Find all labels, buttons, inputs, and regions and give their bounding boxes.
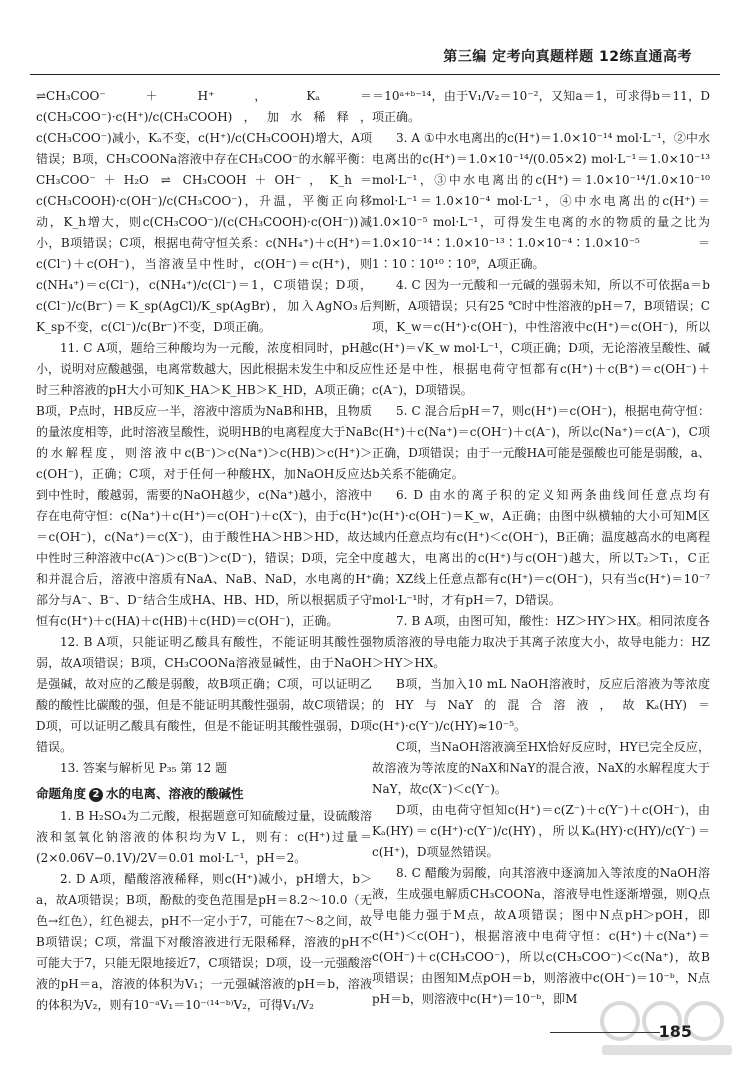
header-title: 第三编 定考向真题样题 12练直通高考 bbox=[443, 49, 692, 65]
answer-2: 2. D A项，醋酸溶液稀释，则c(H⁺)减小，pH增大，b＞a，故A项错误；B项，酚酞的变色范围是pH＝8.2～10.0（无色→红色），红色褪去，pH不一定小于7，可能在7～8之间，故B项错误；C项，常温下对酸溶液进行无限稀释，溶液的pH不可能大于7，只能无限地接近7，C项错误；D项，设一元强酸溶液的pH＝a，溶液的体积为V₁；一元强碱溶液的pH＝b，溶液的体积为V₂，则有10⁻ᵃV₁＝10⁻⁽¹⁴⁻ᵇ⁾V₂，可得V₁/V₂ bbox=[36, 872, 372, 1012]
answer-5: 5. C 混合后pH＝7，则c(H⁺)＝c(OH⁻)，根据电荷守恒：c(H⁺)＋c(Na⁺)＝c(OH⁻)＋c(A⁻)，所以c(Na⁺)＝c(A⁻)，C项正确，D项错误；由于一元酸HA可能是强酸也可能是弱酸，a、b关系不能确定。 bbox=[372, 404, 710, 481]
answer-4: 4. C 因为一元酸和一元碱的强弱未知，所以不可依据a＝b判断，A项错误；只有25 ℃时中性溶液的pH＝7，B项错误；C项，K_w＝c(H⁺)·c(OH⁻)，中性溶液中c(H⁺)＝c(OH⁻)，所以c(H⁺)＝√K_w mol·L⁻¹，C项正确；D项，无论溶液呈酸性、碱性还是中性，根据电荷守恒都有c(H⁺)＋c(B⁺)＝c(OH⁻)＋c(A⁻)，D项错误。 bbox=[372, 278, 710, 397]
paragraph: ＝10ᵃ⁺ᵇ⁻¹⁴，由于V₁/V₂＝10⁻²，又知a＝1，可求得b＝11，D项正确。 bbox=[372, 89, 710, 124]
page-number: 185 bbox=[658, 1022, 692, 1041]
section-heading bbox=[36, 783, 372, 804]
left-column bbox=[36, 86, 372, 1016]
section-prefix: 命题角度 bbox=[36, 786, 87, 801]
answer-13: 13. 答案与解析见 P₃₅ 第 12 题 bbox=[60, 761, 228, 775]
answer-7: 7. B A项，由图可知，酸性：HZ＞HY＞HX。相同浓度各物质溶液的导电能力取决于其离子浓度大小，故导电能力：HZ＞HY＞HX。 bbox=[372, 614, 710, 670]
answer-8: 8. C 醋酸为弱酸，向其溶液中逐滴加入等浓度的NaOH溶液，生成强电解质CH₃COONa，溶液导电性逐渐增强，则Q点导电能力强于M点，故A项错误；图中N点pH＞pOH，即c(H⁺)＜c(OH⁻)，根据溶液中电荷守恒：c(H⁺)＋c(Na⁺)＝c(OH⁻)＋c(CH₃COO⁻)，所以c(CH₃COO⁻)＜c(Na⁺)，故B项错误；由图知M点pOH＝b，则溶液中c(OH⁻)＝10⁻ᵇ，N点pH＝b，则溶液中c(H⁺)＝10⁻ᵇ，即M bbox=[372, 866, 710, 1006]
section-title: 水的电离、溶液的酸碱性 bbox=[106, 786, 244, 801]
answer-7-c: C项，当NaOH溶液滴至HX恰好反应时，HY已完全反应，故溶液为等浓度的NaX和NaY的混合液，NaX的水解程度大于NaY，故c(X⁻)＜c(Y⁻)。 bbox=[372, 740, 710, 796]
answer-12: 12. B A项，只能证明乙酸具有酸性，不能证明其酸性强弱，故A项错误；B项，CH₃COONa溶液显碱性，由于NaOH是强碱，故对应的乙酸是弱酸，故B项正确；C项，可以证明乙酸的酸性比碳酸的强，但是不能证明其酸性强弱，故C项错误；D项，可以证明乙酸具有酸性，但是不能证明其酸性强弱，D项错误。 bbox=[36, 635, 372, 754]
paragraph: ⇌CH₃COO⁻＋H⁺，Kₐ＝c(CH₃COO⁻)·c(H⁺)/c(CH₃COOH)，加水稀释，c(CH₃COO⁻)减小，Kₐ不变，c(H⁺)/c(CH₃COOH)增大，A项错误；B项，CH₃COONa溶液中存在CH₃COO⁻的水解平衡：CH₃COO⁻＋H₂O ⇌ CH₃COOH＋OH⁻，K_h＝c(CH₃COOH)·c(OH⁻)/c(CH₃COO⁻)，升温，平衡正向移动，K_h增大，则c(CH₃COO⁻)/(c(CH₃COOH)·c(OH⁻))减小，B项错误；C项，根据电荷守恒关系：c(NH₄⁺)＋c(H⁺)＝c(Cl⁻)＋c(OH⁻)，当溶液呈中性时，c(OH⁻)＝c(H⁺)，则c(NH₄⁺)＝c(Cl⁻)，c(NH₄⁺)/c(Cl⁻)＝1，C项错误；D项，c(Cl⁻)/c(Br⁻)＝K_sp(AgCl)/K_sp(AgBr)，加入AgNO₃后K_sp不变，c(Cl⁻)/c(Br⁻)不变，D项正确。 bbox=[36, 89, 372, 334]
answer-1: 1. B H₂SO₄为二元酸，根据题意可知硫酸过量，设硫酸溶液和氢氧化钠溶液的体积均为V L，则有：c(H⁺)过量＝(2×0.06V−0.1V)/2V＝0.01 mol·L⁻¹，pH＝2。 bbox=[36, 809, 372, 865]
answer-3: 3. A ①中水电离出的c(H⁺)＝1.0×10⁻¹⁴ mol·L⁻¹，②中水电离出的c(H⁺)＝1.0×10⁻¹⁴/(0.05×2) mol·L⁻¹＝1.0×10⁻¹³ mol·L⁻¹，③中水电离出的c(H⁺)＝1.0×10⁻¹⁴/1.0×10⁻¹⁰ mol·L⁻¹＝1.0×10⁻⁴ mol·L⁻¹，④中水电离出的c(H⁺)＝1.0×10⁻⁵ mol·L⁻¹，可得发生电离的水的物质的量之比为1.0×10⁻¹⁴∶1.0×10⁻¹³∶1.0×10⁻⁴∶1.0×10⁻⁵＝1∶10∶10¹⁰∶10⁹，A项正确。 bbox=[372, 131, 710, 271]
answer-11: 11. C A项，题给三种酸均为一元酸，浓度相同时，pH越小，说明对应酸越强，电离常数越大，因此根据未发生中和反应时三种溶液的pH大小可知K_HA＞K_HB＞K_HD，A项正确；B项，P点时，HB反应一半，溶液中溶质为NaB和HB，且物质的量浓度相等，此时溶液呈酸性，说明HB的电离程度大于NaB的水解程度，则溶液中c(B⁻)＞c(Na⁺)＞c(HB)＞c(H⁺)＞c(OH⁻)，正确；C项，对于任何一种酸HX，加NaOH反应达到中性时，酸越弱，需要的NaOH越少，c(Na⁺)越小，溶液中存在电荷守恒：c(Na⁺)＋c(H⁺)＝c(OH⁻)＋c(X⁻)，由于c(H⁺)＝c(OH⁻)，c(Na⁺)＝c(X⁻)，由于酸性HA＞HB＞HD，故达中性时三种溶液中c(A⁻)＞c(B⁻)＞c(D⁻)，错误；D项，完全中和并混合后，溶液中溶质有NaA、NaB、NaD，水电离的H⁺部分与A⁻、B⁻、D⁻结合生成HA、HB、HD，所以根据质子守恒有c(H⁺)＋c(HA)＋c(HB)＋c(HD)＝c(OH⁻)，正确。 bbox=[36, 341, 373, 628]
page-header bbox=[0, 0, 750, 72]
answer-6: 6. D 由水的离子积的定义知两条曲线间任意点均有c(H⁺)·c(OH⁻)＝K_w，A正确；由图中纵横轴的大小可知M区域内任意点均有c(H⁺)＜c(OH⁻)，B正确；温度越高水的电离程度越大，电离出的c(H⁺)与c(OH⁻)越大，所以T₂＞T₁，C正确；XZ线上任意点都有c(H⁺)＝c(OH⁻)，只有当c(H⁺)＝10⁻⁷ mol·L⁻¹时，才有pH＝7，D错误。 bbox=[372, 488, 710, 607]
header-divider bbox=[30, 74, 720, 75]
right-column bbox=[372, 86, 710, 1010]
watermark-logo bbox=[592, 995, 742, 1061]
answer-7-b: B项，当加入10 mL NaOH溶液时，反应后溶液为等浓度的HY与NaY的混合溶液，故Kₐ(HY)＝c(H⁺)·c(Y⁻)/c(HY)≈10⁻⁵。 bbox=[372, 677, 710, 733]
answer-7-d: D项，由电荷守恒知c(H⁺)＝c(Z⁻)＋c(Y⁻)＋c(OH⁻)，由Kₐ(HY)＝c(H⁺)·c(Y⁻)/c(HY)，所以Kₐ(HY)·c(HY)/c(Y⁻)＝c(H⁺)，D项显然错误。 bbox=[372, 803, 710, 859]
section-number-badge: 2 bbox=[89, 788, 103, 802]
